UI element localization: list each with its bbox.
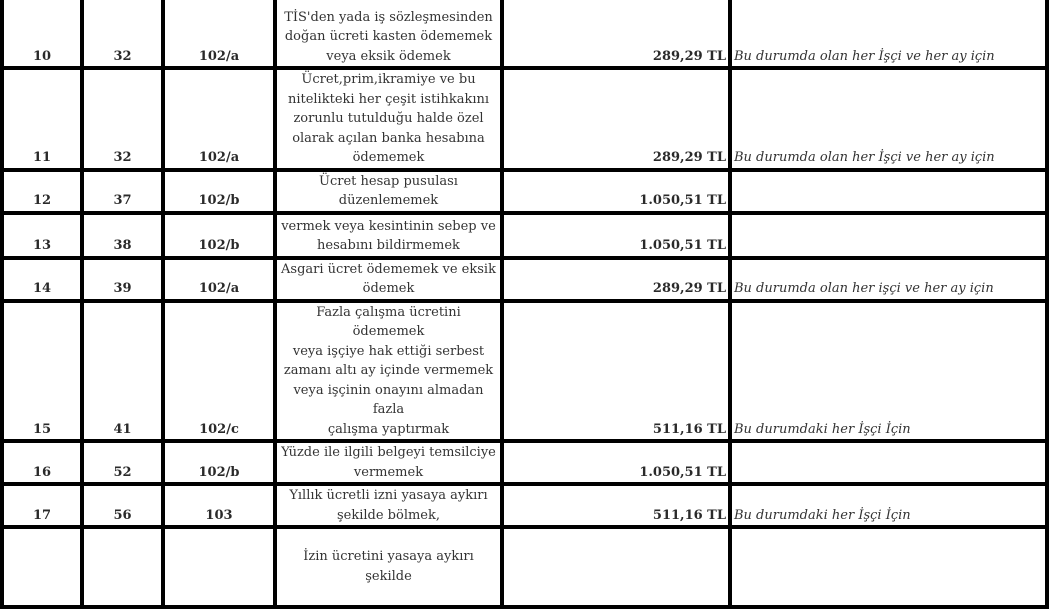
fine-amount: 511,16 TL [502,484,730,527]
penalty-article: 102/b [163,213,275,258]
description-line: vermemek [353,464,424,480]
article-number: 41 [82,301,163,442]
penalty-article: 102/b [163,170,275,213]
violation-description [275,213,502,258]
fine-note: Bu durumda olan her İşçi ve her ay için [730,68,1047,170]
row-number: 10 [2,0,82,68]
penalty-article: 102/a [163,258,275,301]
description-line: ödemek [362,281,415,296]
article-number: 32 [82,0,163,68]
description-line: düzenlememek [338,193,439,208]
description-line: Yüzde ile ilgili belgeyi temsilciye [281,445,496,460]
penalty-article: 102/b [163,441,275,484]
row-number: 12 [2,170,82,213]
fine-amount: 511,16 TL [502,301,730,442]
fine-note: Bu durumda olan her İşçi ve her ay için [730,0,1047,68]
table-row [2,301,1047,442]
article-number: 56 [82,484,163,527]
description-line: çalışma yaptırmak [327,421,450,437]
table-row [2,213,1047,258]
description-line: veya işçiye hak ettiği serbest [292,343,485,359]
article-number: 38 [82,213,163,258]
penalty-article: 102/c [163,301,275,442]
table-row [2,170,1047,213]
article-number: 32 [82,68,163,170]
fine-amount: 1.050,51 TL [502,441,730,484]
description-line: şekilde bölmek, [336,507,441,523]
fine-amount: 1.050,51 TL [502,213,730,258]
description-line: Asgari ücret ödememek ve eksik [281,261,496,277]
fine-note [730,527,1047,607]
row-number [2,527,82,607]
violation-description [275,527,502,607]
fine-amount: 289,29 TL [502,0,730,68]
penalty-article: 103 [163,484,275,527]
fine-note [730,170,1047,213]
article-number [82,527,163,607]
row-number: 15 [2,301,82,442]
description-line: Yıllık ücretli izni yasaya aykırı [289,488,488,503]
penalty-article: 102/a [163,0,275,68]
fine-note [730,441,1047,484]
fine-note: Bu durumda olan her işçi ve her ay için [730,258,1047,301]
penalty-table-body [2,0,1047,607]
table-row [2,0,1047,68]
fine-note: Bu durumdaki her İşçi İçin [730,301,1047,442]
fine-note: Bu durumdaki her İşçi İçin [730,484,1047,527]
violation-description [275,0,502,68]
description-line: zamanı altı ay içinde vermemek [283,363,494,378]
row-number: 16 [2,441,82,484]
description-line: olarak açılan banka hesabına [292,130,485,146]
row-number: 17 [2,484,82,527]
violation-description [275,170,502,213]
violation-description [275,258,502,301]
article-number: 37 [82,170,163,213]
table-row [2,527,1047,607]
description-line: doğan ücreti kasten ödememek [284,29,493,44]
violation-description [275,68,502,170]
penalty-article: 102/a [163,68,275,170]
fine-amount: 289,29 TL [502,68,730,170]
table-row [2,258,1047,301]
description-line: veya işçinin onayını almadan fazla [293,382,484,417]
description-line: ödememek [352,150,425,165]
fine-note [730,213,1047,258]
description-line: TİS'den yada iş sözleşmesinden [284,9,493,25]
description-line: Fazla çalışma ücretini ödememek [316,304,461,339]
row-number: 14 [2,258,82,301]
description-line: hesabını bildirmemek [317,238,460,253]
description-line: zorunlu tutulduğu halde özel [293,111,484,126]
description-line: veya eksik ödemek [326,48,451,64]
row-number: 13 [2,213,82,258]
description-line: İzin ücretini yasaya aykırı şekilde [303,549,474,584]
violation-description [275,441,502,484]
row-number: 11 [2,68,82,170]
penalty-article [163,527,275,607]
description-line: Ücret hesap pusulası [319,173,458,189]
description-line: nitelikteki her çeşit istihkakını [287,91,490,107]
violation-description [275,301,502,442]
description-line: vermek veya kesintinin sebep ve [281,218,496,234]
violation-description [275,484,502,527]
table-row [2,484,1047,527]
article-number: 52 [82,441,163,484]
table-row [2,68,1047,170]
fine-amount: 289,29 TL [502,258,730,301]
fine-amount: 1.050,51 TL [502,170,730,213]
fine-amount [502,527,730,607]
table-row [2,441,1047,484]
description-line: Ücret,prim,ikramiye ve bu [301,72,476,87]
article-number: 39 [82,258,163,301]
